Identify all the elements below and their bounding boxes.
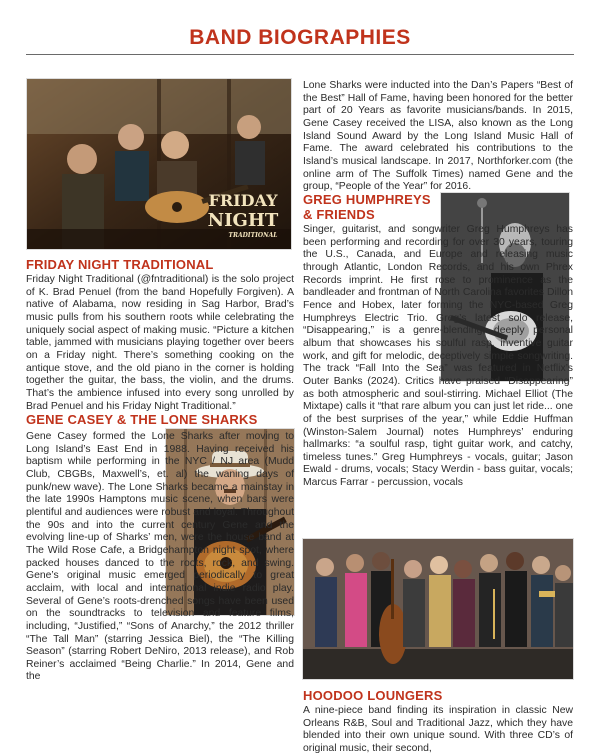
friday-night-logo-line1: FRIDAY — [208, 191, 278, 210]
greg-humphreys-bio — [303, 224, 573, 490]
friday-night-bio-text: Friday Night Traditional (@fntraditional) is the solo project of K. Brad Penuel (from the band Hopefully Forgiven). A native of Alabama, now residing in Sag Harbor, Brad’s music pulls from his southern roots while celebrating the uniquely social aspect of making music. “Picture a kitchen table, jammed with musicians playing together over beers on a Friday night. There’s something cooking on the antique stove, and the old piano in the corner is holding together the guitar, the bass, the violin, and the drums. That’s the ambience infused into every song unrolled by Brad Penuel and his Friday Night Traditional.” — [26, 274, 294, 412]
friday-night-bio — [26, 274, 294, 413]
hoodoo-loungers-heading: HOODOO LOUNGERS — [303, 688, 443, 703]
gene-casey-bio-continued — [303, 80, 573, 194]
gene-casey-heading: GENE CASEY & THE LONE SHARKS — [26, 412, 258, 427]
friday-night-heading: FRIDAY NIGHT TRADITIONAL — [26, 257, 214, 272]
greg-humphreys-heading-line2: & FRIENDS — [303, 207, 375, 222]
friday-night-logo-line3: TRADITIONAL — [228, 232, 278, 239]
friday-night-photo — [26, 78, 292, 250]
greg-humphreys-heading-line1: GREG HUMPHREYS — [303, 192, 431, 207]
hoodoo-loungers-bio — [303, 705, 573, 756]
greg-humphreys-heading — [303, 192, 431, 222]
gene-casey-bio-text: Gene Casey formed the Lone Sharks after moving to Long Island’s East End in 1988. Having received his baptism while performing in the NYC / NJ area (Mudd Club, CBGBs, Maxwell’s, et. al) the waning days of punk/new wave). The Lone Sharks became a mainstay in the late 1990s Hamptons music scene, when bars were plentiful and audiences were robust and loyal. Throughout the 90s and into the current century Gene and the evolving line-up of Sharks’ men, were the house band at The Wild Rose Cafe, a Bridgehampton night spot, where packed houses danced to the roots, rock, and swing. Gene’s original music emerged periodically to great acclaim, with local and international indie radio play. Several of Gene’s roots-drenched songs have been used on the soundtracks to television and feature films, including, “Justified,” “Sons of Anarchy,” the 2012 thriller “The Tall Man” (starring Jessica Biel), the “The Killing Season” (starring Robert DeNiro, 2013 release), and Rob Reiner’s acclaimed “Being Charlie.” In 2014, Gene and the — [26, 431, 294, 683]
hoodoo-loungers-photo — [302, 538, 574, 680]
hoodoo-loungers-bio-text: A nine-piece band finding its inspiration in classic New Orleans R&B, Soul and Traditional Jazz, which they have blended into their own unique sound. With three CD’s of original music, their second, — [303, 705, 573, 754]
gene-casey-bio-continued-text: Lone Sharks were inducted into the Dan’s Papers “Best of the Best” Hall of Fame, having been honored for the better part of 20 Years as favorite musicians/bands. In 2015, Gene Casey received the LISA, also known as the Long Island Sound Award by the Long Island Music Hall of Fame. The award celebrated his contributions to the Island’s musical landscape. In 2017, Northforker.com (the online arm of The Suffolk Times) named Gene and the group, “People of the Year” for 2016. — [303, 80, 573, 193]
page-title: BAND BIOGRAPHIES — [189, 26, 411, 49]
gene-casey-bio — [26, 431, 294, 684]
title-divider — [26, 54, 574, 55]
greg-humphreys-bio-text: Singer, guitarist, and songwriter Greg Humphreys has been performing and recording for over 30 years, touring the U.S., Canada, and Europe and releasing music through Atlantic, London Records, and his own Phrex Records imprint. He first rose to prominence as the bandleader and frontman of North Carolina favorites Dillon Fence and Hobex, later forming the NYC-based Greg Humphreys Electric Trio. Greg’s latest solo release, “Disappearing,” is a genre-blending, deeply personal album that showcases his soulful rasp, inventive guitar work, and gift for melodic, deceptively simple songwriting. The track “Fall Into the Sea” was featured in Netflix’s Outer Banks (2024). Critics have praised “Disappearing” as both atmospheric and soul-stirring. Michael Elliot (The Mixtape) calls it “that rare album you can just let ride... one of the best surprises of the year,” while Eddie Huffman (Winston-Salem Journal) notes Humphreys’ enduring hallmarks: “a soulful rasp, tight guitar work, and catchy, timeless tunes.” Greg Humphreys - vocals, guitar; Jason Ewald - drums, vocals; Stacy Werdin - bass guitar, vocals; Marcus Farrar - percussion, vocals — [303, 224, 573, 489]
friday-night-logo-line2: NIGHT — [207, 210, 279, 231]
